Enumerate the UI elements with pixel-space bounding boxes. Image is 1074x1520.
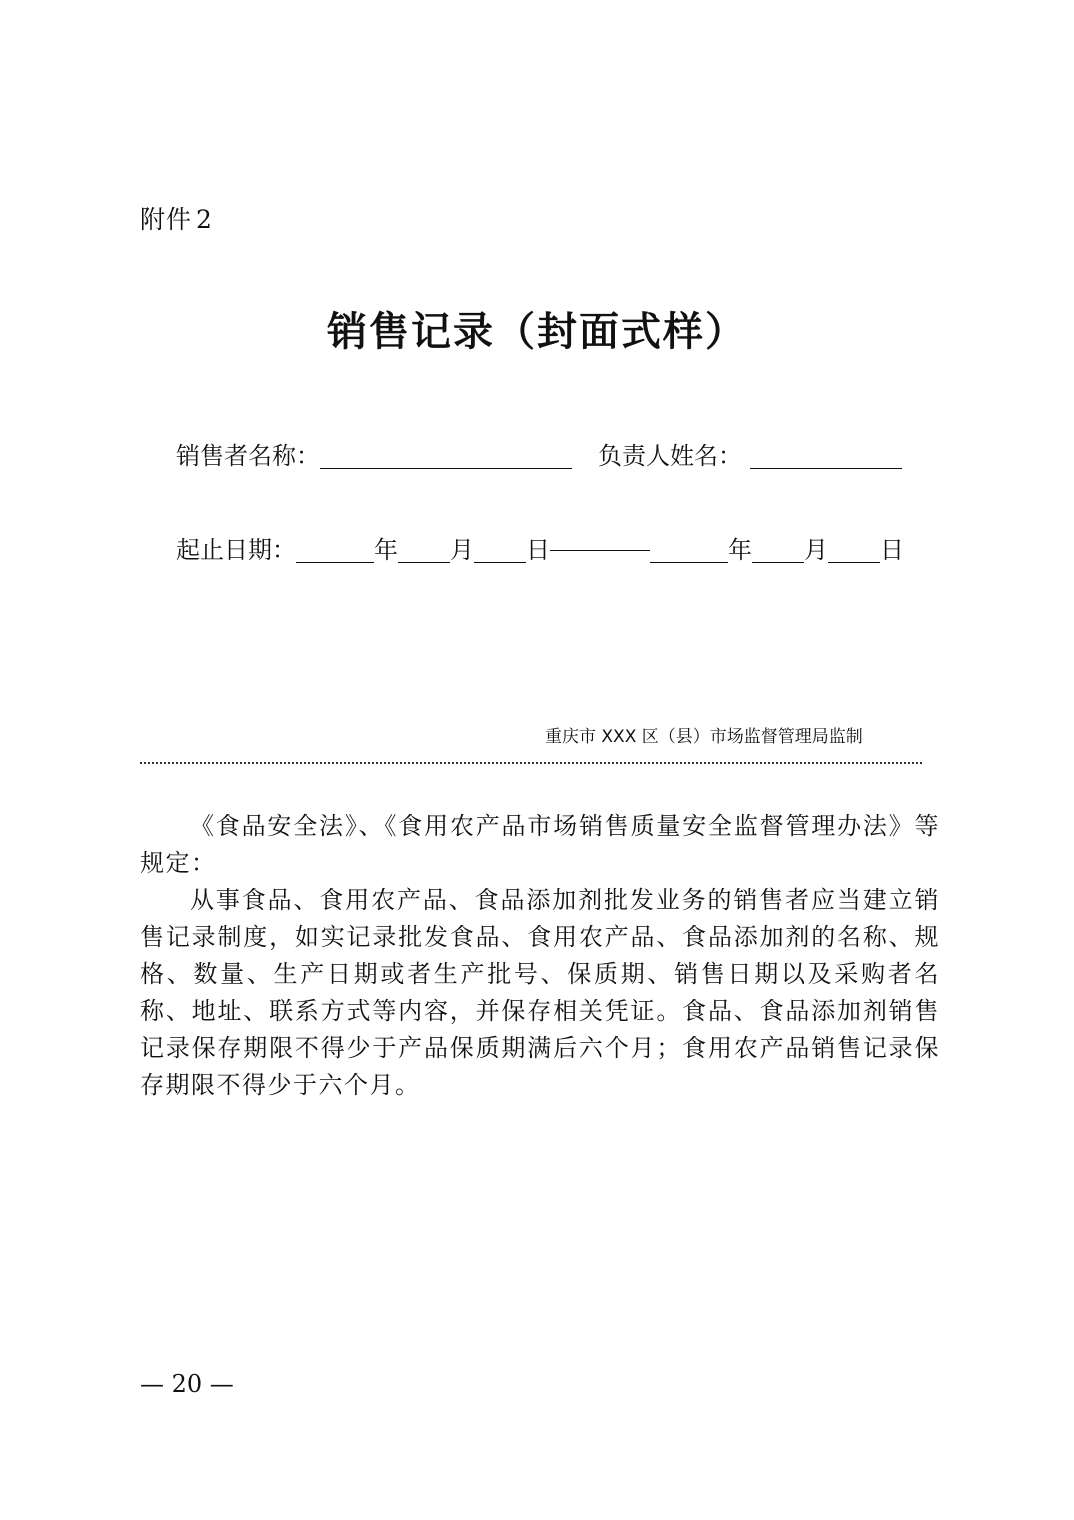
end-month-blank[interactable]	[752, 536, 804, 563]
dotted-divider	[140, 762, 922, 764]
manager-name-blank[interactable]	[750, 442, 902, 469]
end-year-blank[interactable]	[650, 536, 728, 563]
date-range-dash	[550, 536, 650, 551]
attachment-number: 2	[196, 205, 213, 234]
end-year-unit: 年	[728, 536, 752, 564]
end-month-unit: 月	[804, 536, 828, 564]
date-range-row	[176, 530, 904, 565]
regulation-rule: 从事食品、食用农产品、食品添加剂批发业务的销售者应当建立销售记录制度，如实记录批发食品、食用农产品、食品添加剂的名称、规格、数量、生产日期或者生产批号、保质期、销售日期以及采购者名称、地址、联系方式等内容，并保存相关凭证。食品、食品添加剂销售记录保存期限不得少于产品保质期满后六个月；食用农产品销售记录保存期限不得少于六个月。	[140, 886, 940, 1099]
manager-name-label: 负责人姓名：	[598, 442, 742, 470]
supervisor-note: 重庆市 XXX 区（县）市场监督管理局监制	[545, 727, 863, 747]
regulation-intro: 《食品安全法》、《食用农产品市场销售质量安全监督管理办法》等规定：	[140, 812, 940, 877]
page-number: — 20 —	[140, 1370, 234, 1398]
start-month-blank[interactable]	[398, 536, 450, 563]
start-year-blank[interactable]	[296, 536, 374, 563]
start-day-blank[interactable]	[474, 536, 526, 563]
seller-name-label: 销售者名称：	[176, 442, 320, 470]
seller-name-blank[interactable]	[320, 442, 572, 469]
regulation-text	[140, 808, 940, 1104]
start-year-unit: 年	[374, 536, 398, 564]
start-day-unit: 日	[526, 536, 550, 564]
attachment-label	[140, 200, 213, 236]
page-title: 销售记录（封面式样）	[327, 309, 747, 355]
end-day-unit: 日	[880, 536, 904, 564]
end-day-blank[interactable]	[828, 536, 880, 563]
attachment-text: 附件	[140, 205, 193, 234]
start-month-unit: 月	[450, 536, 474, 564]
seller-info-row	[176, 436, 902, 471]
date-range-label: 起止日期：	[176, 536, 296, 564]
